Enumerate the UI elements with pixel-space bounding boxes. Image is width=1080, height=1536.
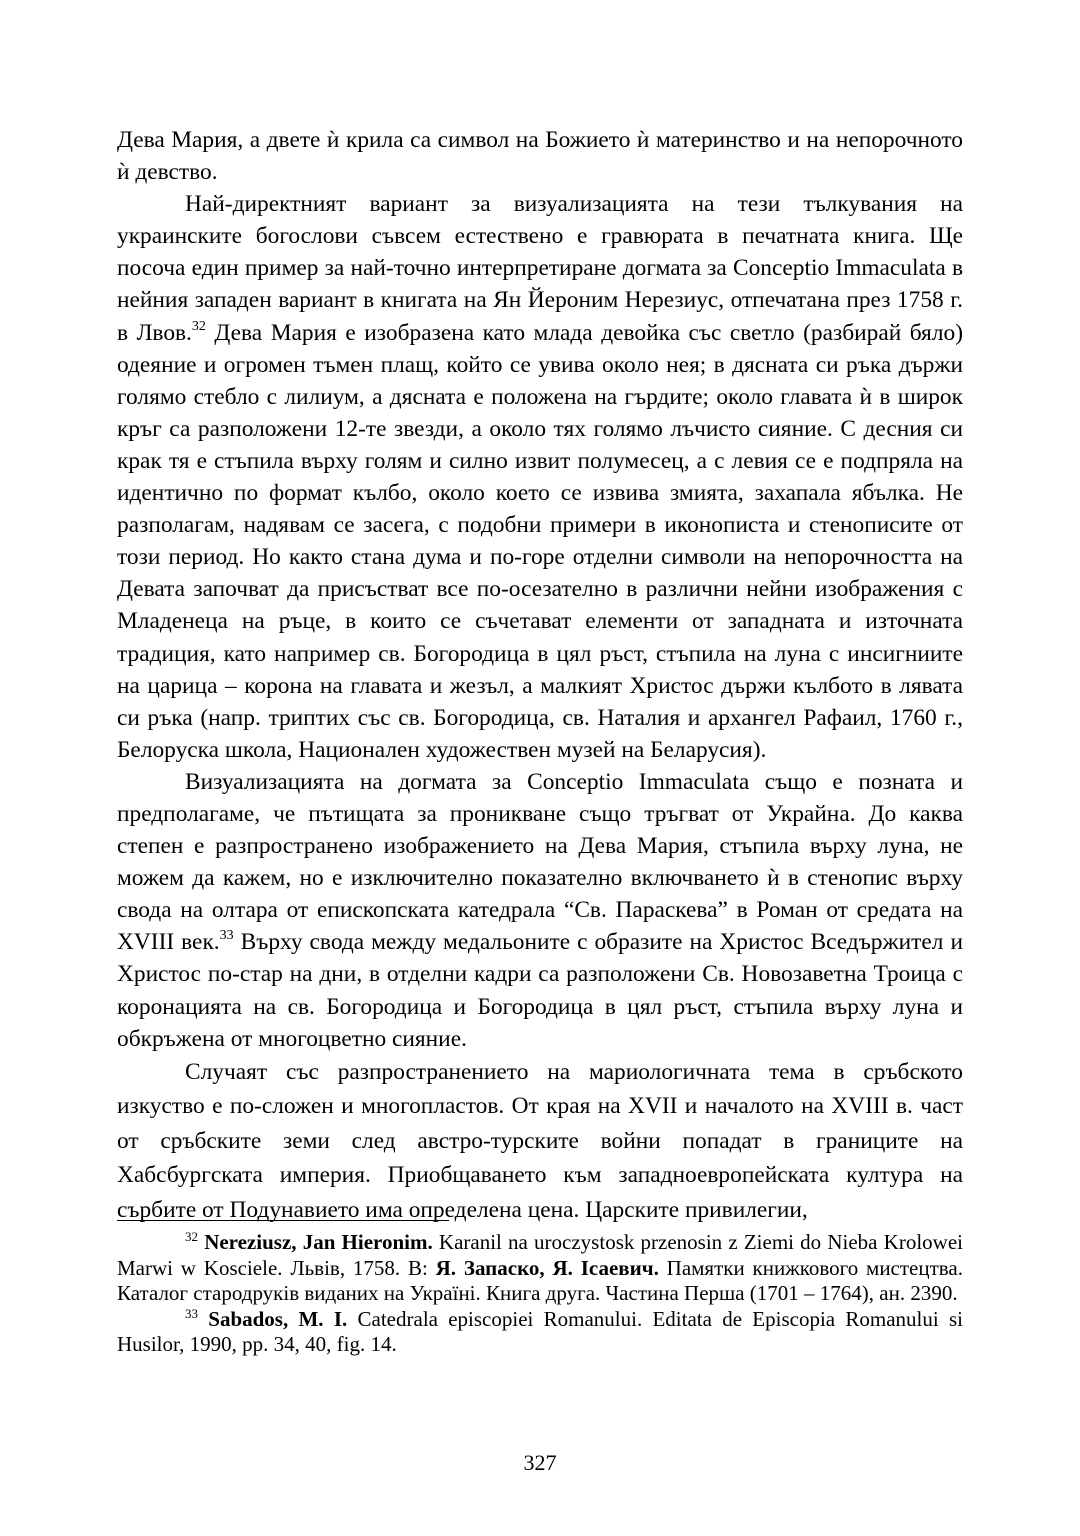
footnote-ref-32[interactable]: 32 [191,318,206,334]
footnote-32-number: 32 [185,1229,198,1244]
page-number: 327 [523,1450,557,1475]
footnote-ref-33[interactable]: 33 [219,928,234,944]
paragraph-2-part-a: Най-директният вариант за визуализацията на тези тълкувания на украинските богослови съвсем естествено е гравюрата в печатната книга. Ще посоча един пример за най-точно интерпретиране догмата за Conceptio Immaculata в нейния западен вариант в книгата на Ян Йероним Нерезиус, отпечатана през 1758 г. в Лвов. [117,191,963,346]
paragraph-1: Дева Мария, а двете ѝ крила са символ на Божието ѝ материнство и на непорочното ѝ девство. [117,127,963,186]
footnote-33-author: Sabados, M. I. [208,1306,348,1331]
footnote-33-text: Catedrala episcopiei Romanului. Editata de Episcopia Romanului si Husilor, 1990, pp. 34, 40, fig. 14. [117,1306,963,1356]
footnote-32-text-2: Памятки книжкового мистецтва. Каталог стародруків виданих на Украïні. Книга друга. Частина Перша (1701 – 1764), ан. 2390. [117,1255,963,1305]
footnote-32-author: Nereziusz, Jan Hieronim. [204,1230,433,1254]
paragraph-4: Случаят със разпространението на мариологичната тема в сръбското изкуство е по-сложен и многопластов. От края на XVII и началото на XVIII в. част от сръбските земи след австро-турските войни попадат в границите на Хабсбургската империя. Приобщаването към западноевропейската култура на сърбите от Подунавието има определена цена. Царските привилегии, [117,1058,963,1223]
footnote-32-author-2: Я. Запаско, Я. Ісаевич. [435,1255,659,1280]
paragraph-2-part-b: Дева Мария е изобразена като млада девойка със светло (разбирай бяло) одеяние и огромен тъмен плащ, който се увива около нея; в дясната си ръка държи голямо стебло с лилиум, а дясната е положена на гърдите; около главата ѝ в широк кръг са разположени 12-те звезди, а около тях голямо лъчисто сияние. С десния си крак тя е стъпила върху голям и силно извит полумесец, а с левия се е подпряла на идентично по формат кълбо, около което се извива змията, захапала ябълка. Не разполагам, надявам се засега, с подобни примери в иконописта и стенописите от този период. Но както стана дума и по-горе отделни символи на непорочността на Девата започват да присъстват все по-осезателно в различни нейни изображения с Младенеца на ръце, в които се съчетават елементи от западната и източната традиция, като например св. Богородица в цял ръст, стъпила на луна с инсигниите на царица – корона на главата и жезъл, а малкият Христос държи кълбото в лявата си ръка (напр. триптих със св. Богородица, св. Наталия и архангел Рафаил, 1760 г., Белоруска школа, Национален художествен музей на Беларусия). [117,319,963,763]
paragraph-2 [117,188,963,766]
footnote-32-text-1: Karanil na uroczystosk przenosin z Ziemi do Nieba Krolowei Marwi w Kosciele. Львів, 1758. В: [117,1230,963,1280]
footnote-separator [117,1220,449,1221]
footnote-33-number: 33 [185,1305,198,1321]
footnotes [117,1230,963,1358]
paragraph-3-part-b: Върху свода между медальоните с образите на Христос Вседържител и Христос по-стар на дни, в отделни кадри са разположени Св. Новозаветна Троица с коронацията на св. Богородица и Богородица в цял ръст, стъпила върху луна и обкръжена от многоцветно сияние. [117,929,963,1052]
paragraph-3-part-a: Визуализацията на догмата за Conceptio Immaculata също е позната и предполагаме, че пътищата за проникване също тръгват от Украйна. До каква степен е разпространено изображението на Дева Мария, стъпила върху луна, не можем да кажем, но е изключително показателно включването ѝ в стенопис върху свода на олтара от епископската катедрала “Св. Параскева” в Роман от средата на XVIII век. [117,768,963,956]
paragraph-3 [117,766,963,1055]
main-text [117,124,963,1227]
footnote-32 [117,1230,963,1307]
footnote-33 [117,1307,963,1358]
